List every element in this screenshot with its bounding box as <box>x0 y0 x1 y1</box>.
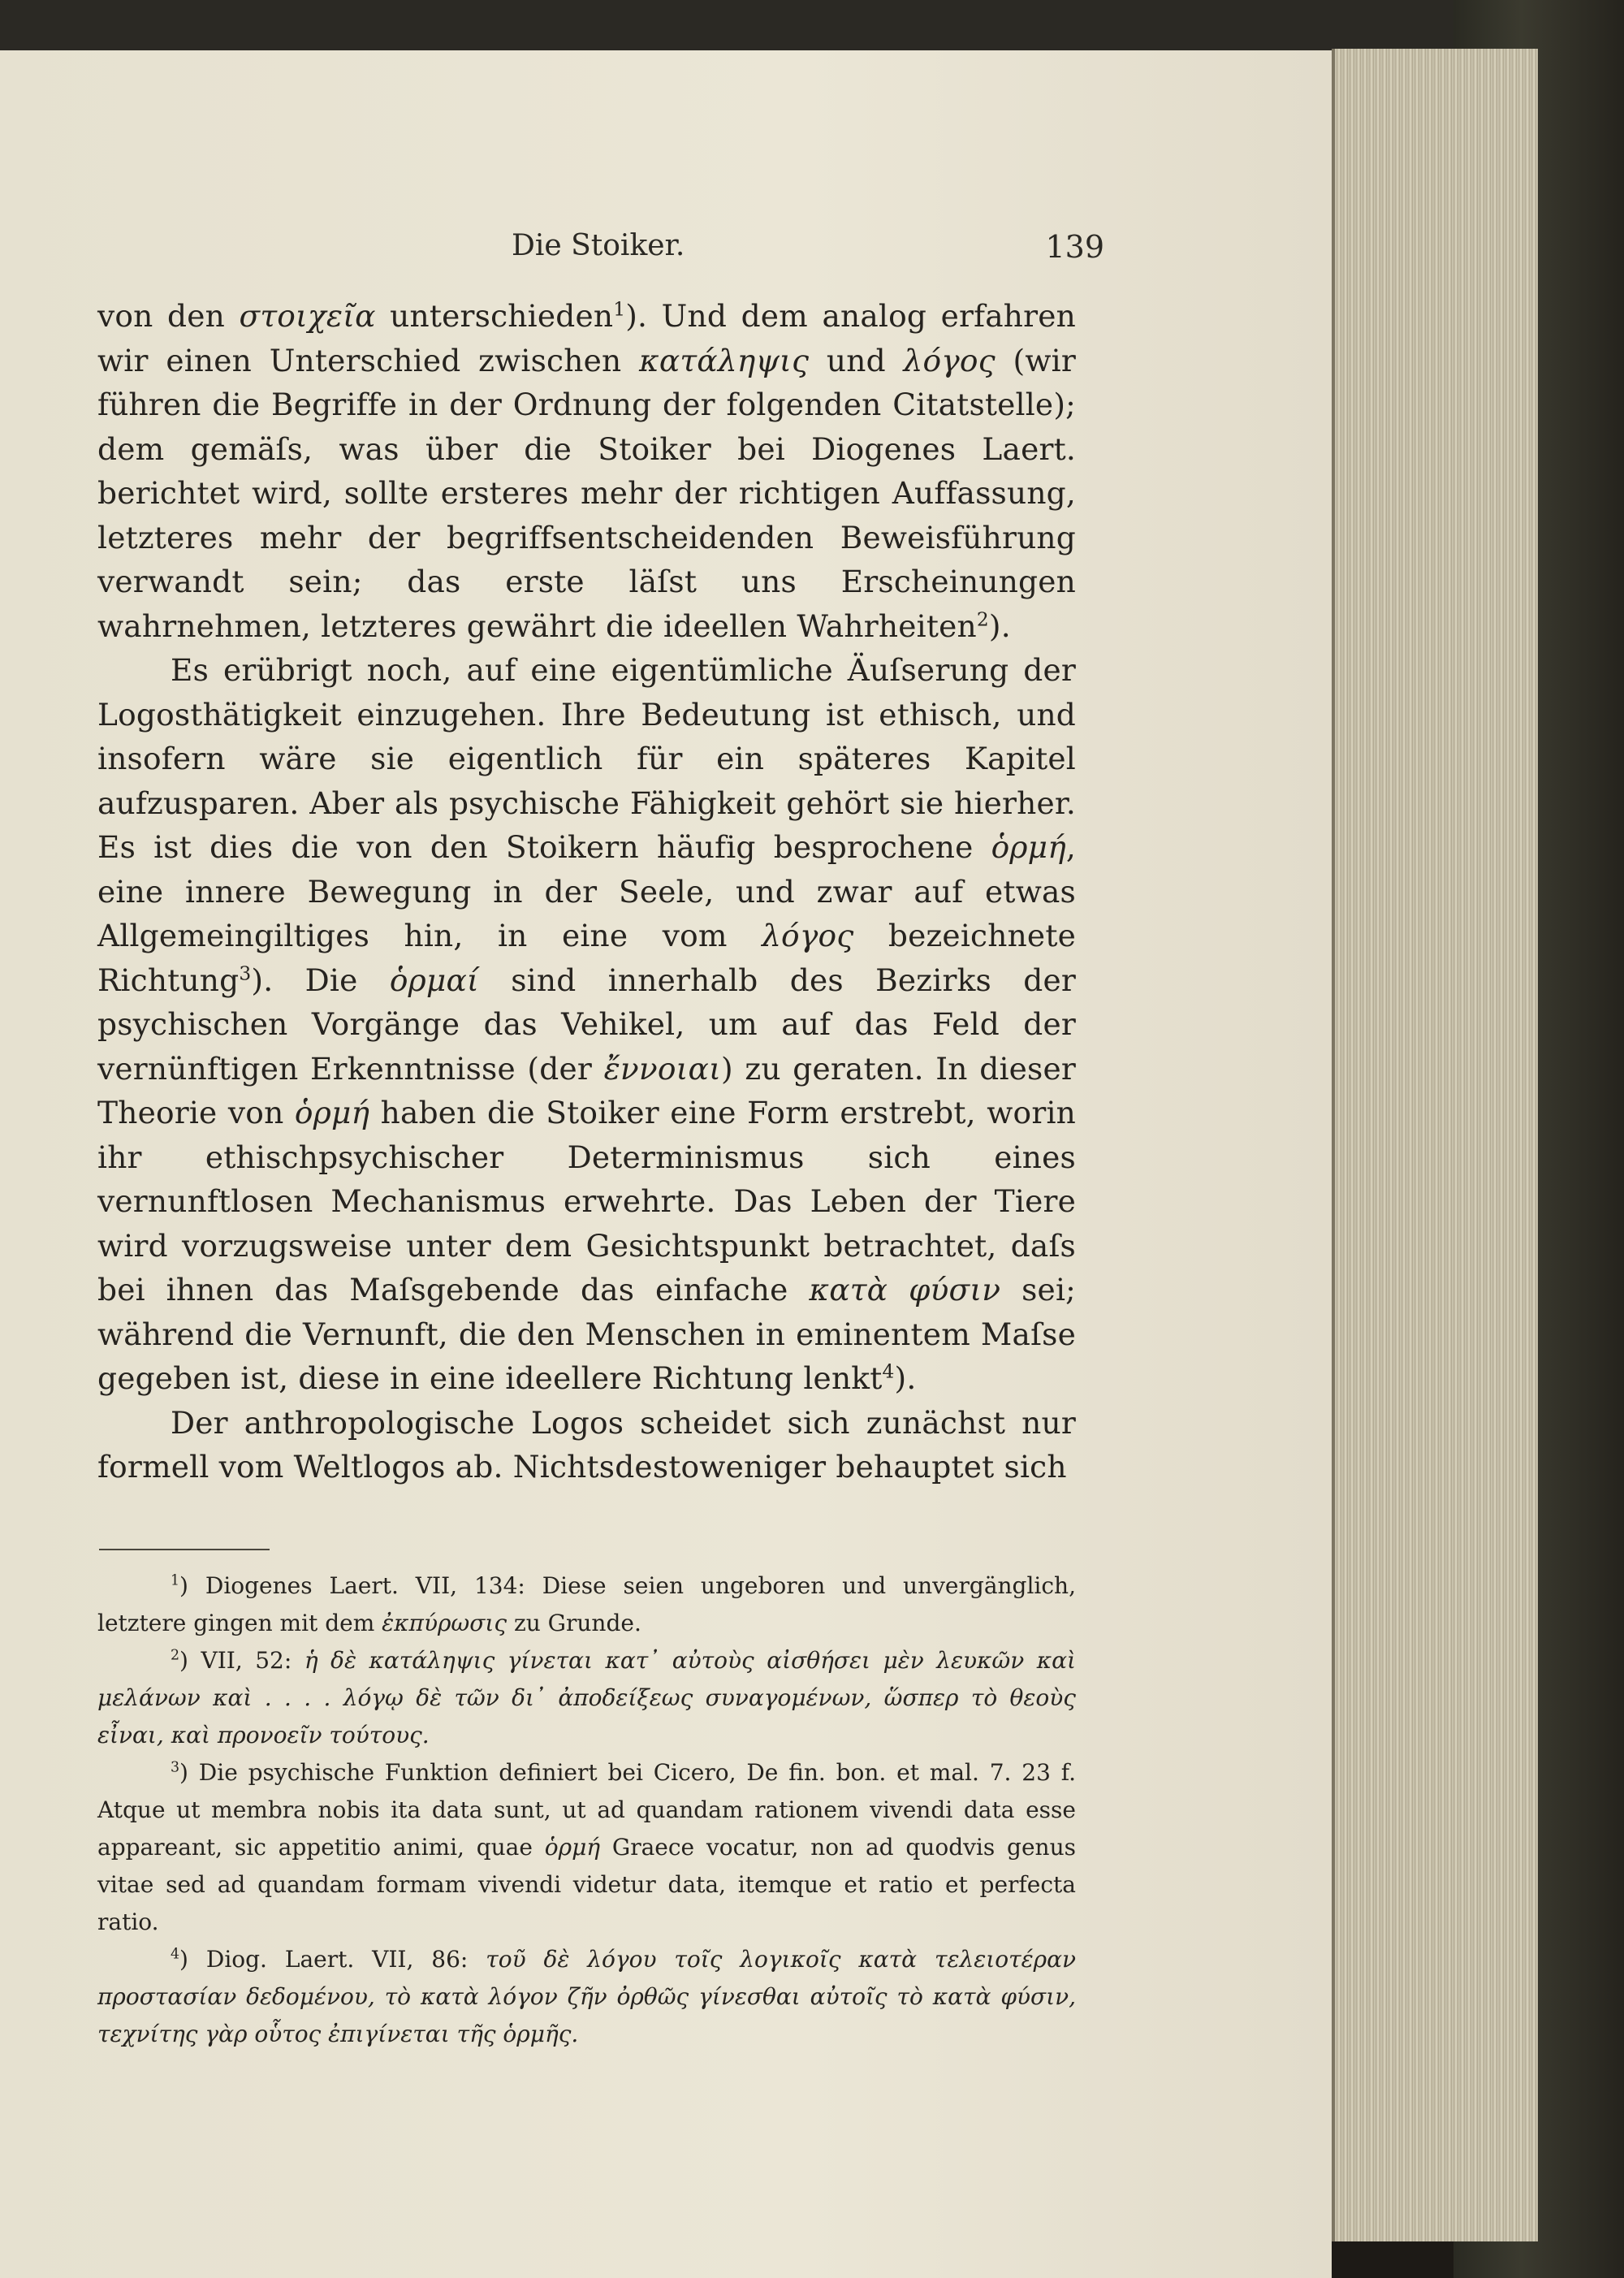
footnote-ref-4[interactable]: 4 <box>882 1360 895 1383</box>
greek-term: ὁρμή <box>991 829 1066 865</box>
greek-quote: τοῦ δὲ λόγου τοῖς λογικοῖς κατὰ τελειοτέραν προστασίαν δεδομένου, τὸ κατὰ λόγον ζῆν ὀρθῶς γίνεσθαι αὐτοῖς τὸ κατὰ φύσιν, τεχνίτης γὰρ οὗτος ἐπιγίνεται τῆς ὁρμῆς. <box>97 1946 1076 2047</box>
paragraph-1: von den στοιχεῖα unterschieden$^1$). Und dem analog erfahren wir einen Unterschied zwischen κατάληψις und λόγος (wir führen die Begriffe in der Ordnung der folgenden Citatstelle); dem gemäſs, was über die Stoiker bei Diogenes Laert. berichtet wird, sollte ersteres mehr der richtigen Auffassung, letzteres mehr der begriffsentscheidenden Beweisführung verwandt sein; das erste läſst uns Erscheinungen wahrnehmen, letzteres gewährt die ideellen Wahrheiten$^2$). <box>97 298 1076 644</box>
greek-term: λόγος <box>762 918 854 953</box>
paragraph-3: Der anthropologische Logos scheidet sich zunächst nur formell vom Weltlogos ab. Nichtsdestoweniger behauptet sich <box>97 1404 1076 1485</box>
greek-term: ἔννοιαι <box>603 1050 721 1087</box>
greek-term: κατάληψις <box>639 342 810 378</box>
footnote-2: $^2$) VII, 52: ἡ δὲ κατάληψις γίνεται κατ᾽ αὐτοὺς αἰσθήσει μὲν λευκῶν καὶ μελάνων καὶ . . . . λόγῳ δὲ τῶν δι᾽ ἀποδείξεως συναγομένων, ὥσπερ τὸ θεοὺς εἶναι, καὶ προνοεῖν τούτους. <box>97 1647 1076 1748</box>
footnote-ref-2[interactable]: 2 <box>976 608 989 630</box>
footnote-3: $^3$) Die psychische Funktion definiert bei Cicero, De fin. bon. et mal. 7. 23 f. Atque ut membra nobis ita data sunt, ut ad quandam rationem vivendi data esse appareant, sic appetitio animi, quae ὁρμή Graece vocatur, non ad quodvis genus vitae sed ad quandam formam vivendi videtur data, itemque et ratio et perfecta ratio. <box>97 1759 1076 1935</box>
greek-term: ἐκπύρωσις <box>382 1610 508 1636</box>
greek-term: ὁρμή <box>294 1095 370 1130</box>
body-text <box>97 294 1076 1489</box>
page-edges <box>1332 49 1538 2241</box>
footnotes <box>97 1567 1076 2053</box>
greek-term: κατὰ φύσιν <box>809 1272 1001 1308</box>
footnote-4: $^4$) Diog. Laert. VII, 86: τοῦ δὲ λόγου τοῖς λογικοῖς κατὰ τελειοτέραν προστασίαν δεδομένου, τὸ κατὰ λόγον ζῆν ὀρθῶς γίνεσθαι αὐτοῖς τὸ κατὰ φύσιν, τεχνίτης γὰρ οὗτος ἐπιγίνεται τῆς ὁρμῆς. <box>97 1946 1076 2047</box>
paragraph-2: Es erübrigt noch, auf eine eigentümliche Äuſserung der Logosthätigkeit einzugehen. Ihre Bedeutung ist ethisch, und insofern wäre sie eigentlich für ein späteres Kapitel aufzusparen. Aber als psychische Fähigkeit gehört sie hierher. Es ist dies die von den Stoikern häufig besprochene ὁρμή, eine innere Bewegung in der Seele, und zwar auf etwas Allgemeingiltiges hin, in eine vom λόγος bezeichnete Richtung$^3$). Die ὁρμαί sind innerhalb des Bezirks der psychischen Vorgänge das Vehikel, um auf das Feld der vernünftigen Erkenntnisse (der ἔννοιαι) zu geraten. In dieser Theorie von ὁρμή haben die Stoiker eine Form erstrebt, worin ihr ethischpsychischer Determinismus sich eines vernunftlosen Mechanismus erwehrte. Das Leben der Tiere wird vorzugsweise unter dem Gesichtspunkt betrachtet, daſs bei ihnen das Maſsgebende das einfache κατὰ φύσιν sei; während die Vernunft, die den Menschen in eminentem Maſse gegeben ist, diese in eine ideellere Richtung lenkt$^4$). <box>97 652 1077 1396</box>
running-head-title: Die Stoiker. <box>512 229 685 262</box>
greek-term: στοιχεῖα <box>239 298 376 334</box>
footnote-1: $^1$) Diogenes Laert. VII, 134: Diese seien ungeboren und unvergänglich, letztere gingen mit dem ἐκπύρωσις zu Grunde. <box>97 1572 1076 1636</box>
greek-term: ὁρμαί <box>389 962 479 998</box>
book-page <box>0 50 1332 2278</box>
page-number: 139 <box>1045 229 1104 265</box>
greek-quote: ἡ δὲ κατάληψις γίνεται κατ᾽ αὐτοὺς αἰσθήσει μὲν λευκῶν καὶ μελάνων καὶ . . . . λόγῳ δὲ τῶν δι᾽ ἀποδείξεως συναγομένων, ὥσπερ τὸ θεοὺς εἶναι, καὶ προνοεῖν τούτους. <box>97 1647 1076 1748</box>
greek-term: ὁρμή <box>544 1834 601 1861</box>
running-head <box>97 229 1104 278</box>
greek-term: λόγος <box>903 342 996 378</box>
footnote-rule <box>99 1549 270 1550</box>
footnote-ref-1[interactable]: 1 <box>613 298 626 321</box>
footnote-ref-3[interactable]: 3 <box>239 962 252 984</box>
